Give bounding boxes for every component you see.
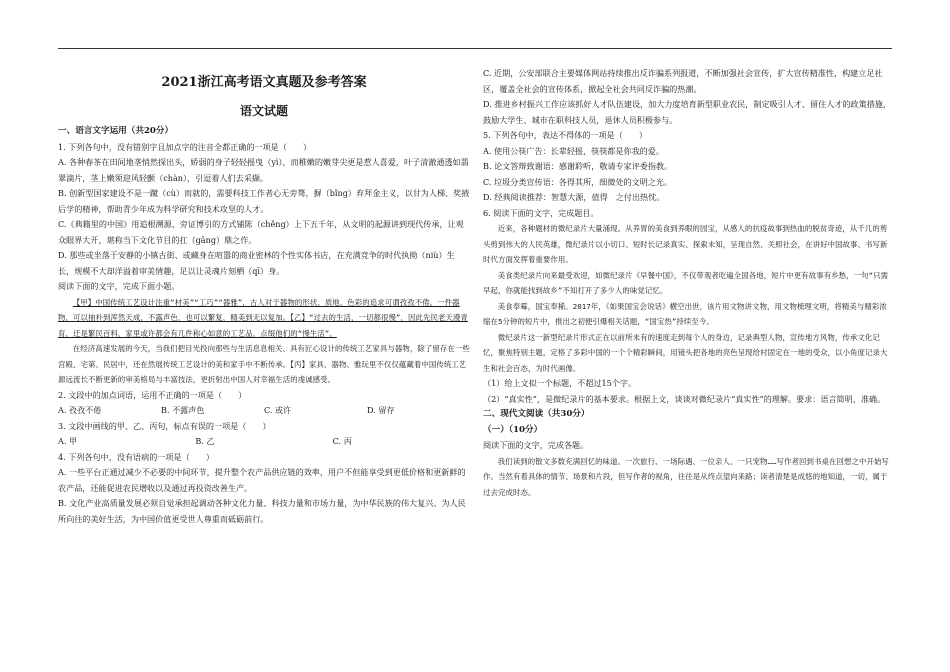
passage2-paragraph-1: 近来，各种题材的微纪录片大量涌现。从养胃的美食到养眼的园宝，从感人的抗疫故事到热血的脱贫奇迹，从千几的剪头剪到伟大的人民英雄，微纪录片以小切口、短时长记录真实、探索未知，呈现自然、关照社会，在讲好中国故事、书写新时代方面发挥着重要作用。	[483, 224, 888, 264]
q5-option-d: D. 经典阅读推荐：智慧大源，值得 之付出热忱。	[483, 192, 665, 202]
q4-option-d: D. 推进乡村振兴工作应该抓好人才队伍建设，加大力度培育新型职业农民，制定吸引人才、留住人才的政策措施，鼓励大学生、城市在职科技人员，退休人员积极参与。	[483, 99, 891, 125]
right-column	[483, 66, 893, 500]
q5-stem: 5. 下列各句中，表达不得体的一项是（ ）	[483, 130, 648, 140]
q5-option-c: C. 垃圾分类宣传语：各得其所，细微处的文明之光。	[483, 176, 673, 187]
q3-stem: 3. 文段中画线的甲、乙、丙句，标点有误的一项是（ ）	[58, 420, 271, 431]
q1-option-c: C.《典籍里的中国》用追根溯源、旁证博引的方式铺陈（chěng）上下五千年，从文明的起源讲到现代传承，让观众眼界大开，堪称当下文化节目的扛（gāng）鼎之作。	[58, 219, 464, 245]
q2-option-a: A. 孜孜不倦	[58, 405, 102, 415]
q5-option-b: B. 论文答辩致谢语：感谢聆听，敬请专家评委指教。	[483, 161, 673, 171]
subsection-heading: （一）（10分）	[483, 424, 543, 435]
q6-subquestion-1: （1）给上文拟一个标题，不超过15个字。	[483, 378, 637, 388]
passage3-paragraph-1: 我们读到的散文多数充满回忆的味道。一次旅行、一场际遇、一位亲人、一只宠物……写作者回到书桌在回想之中开始写作。当然有着具体的情节、场景和片段，但写作者的视角，往往是从终点望向来路；读者清楚是成悠的地知道，一切，属于过去完成时态。	[483, 456, 889, 497]
q4-option-c: C. 近期，公安部联合主要媒体网站持续推出反诈骗系列报道，不断加强社会宣传，扩大宣传精准性，构建立足社区，覆盖全社会的宣传体系，掀起全社会共同反诈骗的热潮。	[483, 68, 883, 94]
q3-option-a: A. 甲	[58, 436, 78, 446]
q2-options	[58, 403, 470, 419]
left-column	[58, 66, 470, 527]
q5-option-a: A. 使用公筷广告：长辈轻摇，筷筷都是你我的爱。	[483, 145, 664, 156]
q1-option-b: B. 创新型国家建设不是一蹴（cù）而就的，需要科技工作者心无旁骛，摒（bǐng）弃拜金主义，以甘为人梯、奖掖后学的精神，帮助青少年成为科学研究和技术攻坚的人才。	[58, 188, 470, 214]
q3-option-b: B. 乙	[195, 436, 215, 446]
section-heading-modern-reading: 二、现代文阅读（共30分）	[483, 409, 590, 419]
q4-stem: 4. 下列各句中，没有语病的一项是（ ）	[58, 451, 214, 462]
q6-subquestion-2: （2）“真实性”，是微纪录片的基本要求。根据上文，谈谈对微纪录片“真实性”的理解。要求：语言简明、准确。	[483, 393, 886, 404]
page-title: 2021浙江高考语文真题及参考答案	[161, 75, 367, 90]
q4-option-b: B. 文化产业高质量发展必须自觉承担起调动各种文化力量、科技力量和市场力量，为中华民族的伟大复兴、为人民所向往的美好生活，为中国价值更受世人尊重而砥砺前行。	[58, 498, 466, 524]
section-heading-language: 一、语言文字运用（共20分）	[58, 126, 174, 136]
passage2-paragraph-2: 美食类纪录片向来最受欢迎，如微纪录片《早餐中国》，不仅带观者吃遍全国各地，短片中更有故事有乡愁，一句“只需早起，你就能找到故乡”不知打开了多少人的味觉记忆。	[483, 270, 889, 295]
q1-option-d: D. 那些或坐落于安静的小镇古街、或藏身在喧嚣的商业密林的个性实体书店，在充满竞争的时代执拗（niù）生长，规模不大却洋溢着审美情趣，足以让灵魂片刻栖（qī）身。	[58, 250, 455, 276]
q2-option-b: B. 不露声色	[161, 405, 205, 415]
q1-option-a: A. 各种春茶在田间地垄悄然探出头，娇弱的身子轻轻摇曳（yì），而稚嫩的嫩芽尖更是惹人喜爱，叶子清澈通透如翡翠滴片，茎上嫩须迎风轻颤（chàn），引逗着人们去采撷。	[58, 157, 469, 183]
passage1-paragraph-1: 【甲】中国传统工艺设计注重“材美”“工巧”“器雅”，古人对于器物的形状、质地、色彩的追求可谓孜孜不倦。一件器物，可以抽朴到浑然天成，不露声色，也可以繁复，精美到无以复加。【乙】“过去的生活，一切都很慢”，因此先民老天漫青育，迁是繁民百料，家里或许都会有几件称心如意的工艺品，点缀他们的“慢生活”。	[58, 297, 468, 338]
reading-instruction: 阅读下面的文字，完成下面小题。	[58, 281, 180, 291]
passage1-paragraph-2: 在经济高速发展的今天，当我们把目光投向那些与生活息息相关、具有匠心设计的传统工艺家具与器物，除了留存在一些宫殿、宅第、民居中，还在然展传统工艺设计的美和家手中不断传承。【丙】家具、器物、雅玩里不仅仅蕴藏着中国传统工艺源远流长不断更新的审美格局与丰富技法，更折射出中国人对幸福生活的虔诚感受。	[58, 344, 470, 384]
q2-option-d: D. 留存	[367, 405, 395, 415]
q2-stem: 2. 文段中的加点词语，运用不正确的一项是（ ）	[58, 389, 247, 400]
q3-option-c: C. 丙	[332, 436, 352, 446]
q1-stem: 1. 下列各句中，没有错别字且加点字的注音全都正确的一项是（ ）	[58, 141, 312, 152]
q6-stem: 6. 阅读下面的文字，完成题目。	[483, 207, 599, 218]
passage2-paragraph-4: 微纪录片这一新型纪录片形式正在以前所未有的速度走到每个人的身边，记录典型人物，宣传地方风物，传承文化记忆，聚焦特别主题，定格了多彩中国的一个个精彩瞬间，用镜头把各地的亮色呈现给村固定在一地的受众，以小角度记录大生和社会百态，为时代画像。	[483, 332, 888, 373]
reading-instruction-2: 阅读下面的文字，完成各题。	[483, 440, 589, 450]
q2-option-c: C. 或许	[264, 405, 292, 415]
header-rule	[58, 48, 892, 49]
q3-options	[58, 434, 470, 450]
page-subtitle: 语文试题	[239, 104, 288, 118]
passage2-paragraph-3: 美食奉霉，国宝奉稀。2017年，《如果国宝会说话》横空出世，该片用文物讲文物，用文物梳理文明，将精美与精彩浓缩在5分钟的短片中，推出之初便引爆相关话题，“国宝热”持续至今。	[483, 301, 887, 326]
q4-option-a: A. 一些平台正通过减少不必要的中间环节，提升整个农产品供应链的效率，用户不但能享受到更低价格和更新鲜的农产品，还能促进农民增收以及通过再投资改善生产。	[58, 467, 466, 493]
